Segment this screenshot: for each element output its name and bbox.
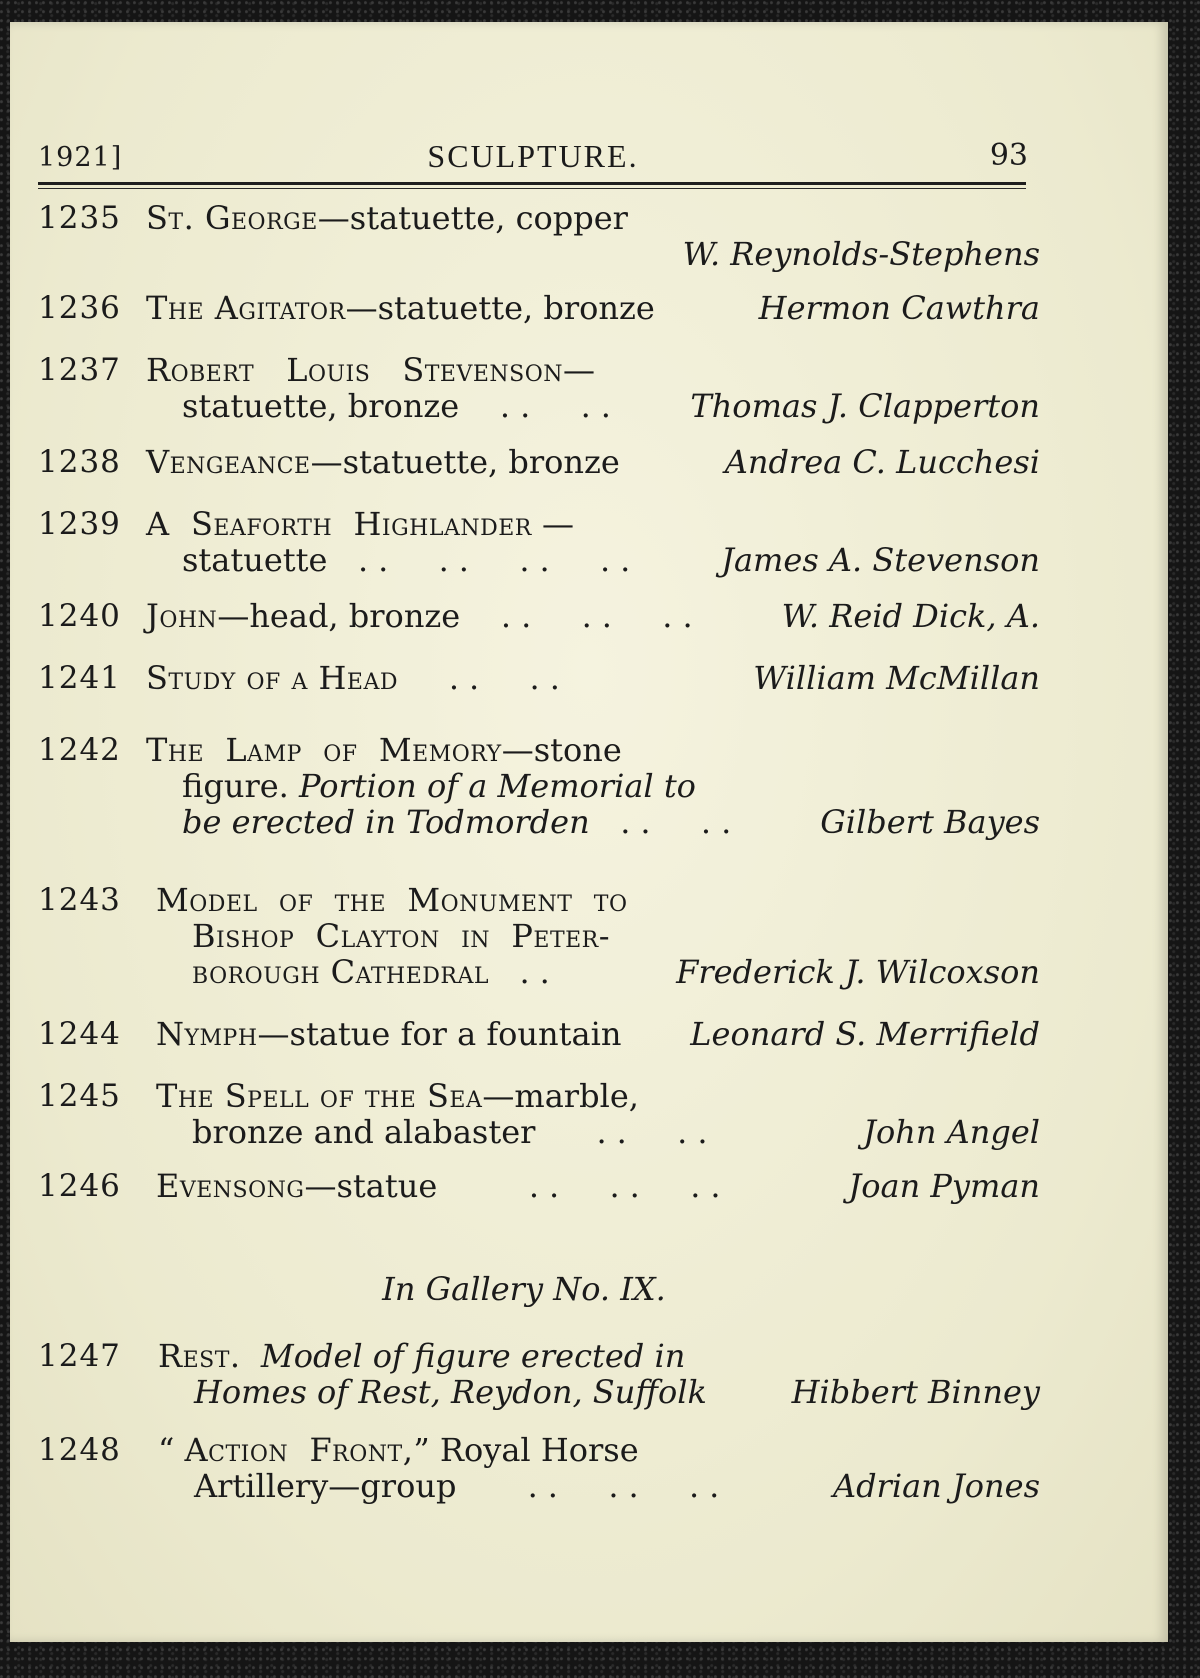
entry-number: 1248: [38, 1432, 121, 1468]
entry-title: Rest.: [158, 1337, 241, 1375]
entry-artist: Hibbert Binney: [791, 1373, 1040, 1411]
entry-description: —statuette, bronze: [310, 443, 620, 481]
entry-artist: W. Reynolds-Stephens: [682, 235, 1040, 273]
entry-description: —: [563, 351, 596, 389]
entry-title: St. George: [146, 199, 318, 237]
leader-dots: .. ..: [620, 803, 742, 841]
entry-artist: Hermon Cawthra: [758, 289, 1040, 327]
entry-artist: Thomas J. Clapperton: [690, 387, 1040, 425]
entry-description: figure.: [182, 767, 289, 805]
header-year: 1921]: [38, 142, 123, 173]
entry-description: —marble,: [482, 1077, 639, 1115]
entry-title: Nymph: [156, 1015, 258, 1053]
entry-description: —statuette, bronze: [345, 289, 655, 327]
leader-dots: ..: [519, 953, 560, 991]
entry-artist: Adrian Jones: [832, 1467, 1040, 1505]
entry-description: —stone: [501, 731, 622, 769]
entry-description: statuette: [182, 541, 328, 579]
running-header: [38, 120, 1028, 180]
entry-number: 1235: [38, 200, 121, 236]
entry-title: The Agitator: [146, 289, 346, 327]
entry-description: ” Royal Horse: [413, 1431, 639, 1469]
leader-dots: .. ..: [448, 659, 570, 697]
entry-note: Portion of a Memorial to: [288, 767, 696, 805]
entry-number: 1246: [38, 1168, 121, 1204]
entry-title: The Lamp of Memory: [146, 731, 502, 769]
book-page: [10, 22, 1168, 1642]
entry-title: The Spell of the Sea: [156, 1077, 483, 1115]
leader-dots: .. .. ..: [500, 597, 703, 635]
entry-artist: Frederick J. Wilcoxson: [676, 953, 1040, 991]
entry-title: John: [146, 597, 218, 635]
entry-title: Study of a Head: [146, 659, 398, 697]
entry-number: 1241: [38, 660, 121, 696]
entry-artist: James A. Stevenson: [721, 541, 1040, 579]
leader-dots: .. .. ..: [527, 1467, 730, 1505]
header-rule-thin: [38, 188, 1026, 189]
header-rule: [38, 182, 1026, 185]
entry-note: Homes of Rest, Reydon, Suffolk: [194, 1373, 707, 1411]
entry-description: —statue: [304, 1167, 438, 1205]
entry-note: Model of figure erected in: [240, 1337, 686, 1375]
entry-description: —: [531, 505, 575, 543]
entry-description: bronze and alabaster: [192, 1113, 536, 1151]
entry-title: A Seaforth Highlander: [146, 505, 532, 543]
entry-title: Model of the Monument to: [156, 881, 628, 919]
entry-title: Vengeance: [146, 443, 311, 481]
entry-number: 1238: [38, 444, 121, 480]
opening-quote: “: [158, 1431, 185, 1469]
entry-artist: Gilbert Bayes: [820, 803, 1040, 841]
entry-note: be erected in Todmorden: [182, 803, 590, 841]
entry-description: Artillery—group: [194, 1467, 457, 1505]
entry-artist: Leonard S. Merrifield: [690, 1015, 1040, 1053]
leader-dots: .. ..: [596, 1113, 718, 1151]
entry-description: —statuette, copper: [317, 199, 628, 237]
entry-number: 1240: [38, 598, 121, 634]
entry-description: statuette, bronze: [182, 387, 460, 425]
entry-title: Action Front,: [184, 1431, 414, 1469]
entry-artist: William McMillan: [753, 659, 1040, 697]
leader-dots: .. .. ..: [528, 1167, 731, 1205]
leader-dots: .. .. .. ..: [357, 541, 641, 579]
entry-number: 1247: [38, 1338, 121, 1374]
header-page-number: 93: [989, 138, 1028, 173]
section-heading: In Gallery No. IX.: [382, 1270, 666, 1308]
entry-artist: Joan Pyman: [848, 1167, 1040, 1205]
entry-title: Evensong: [156, 1167, 305, 1205]
entry-artist: W. Reid Dick, A.: [781, 597, 1040, 635]
entry-description: —statue for a fountain: [257, 1015, 622, 1053]
entry-description: —head, bronze: [217, 597, 461, 635]
entry-artist: John Angel: [863, 1113, 1040, 1151]
entry-title: borough Cathedral: [192, 953, 489, 991]
entry-number: 1239: [38, 506, 121, 542]
entry-number: 1242: [38, 732, 121, 768]
entry-number: 1236: [38, 290, 121, 326]
entry-number: 1237: [38, 352, 121, 388]
entry-title: Bishop Clayton in Peter-: [192, 917, 611, 955]
entry-number: 1243: [38, 882, 121, 918]
entry-artist: Andrea C. Lucchesi: [724, 443, 1040, 481]
entry-title: Robert Louis Stevenson: [146, 351, 564, 389]
entry-number: 1245: [38, 1078, 121, 1114]
entry-number: 1244: [38, 1016, 121, 1052]
leader-dots: .. ..: [499, 387, 621, 425]
header-title: SCULPTURE.: [427, 138, 639, 174]
